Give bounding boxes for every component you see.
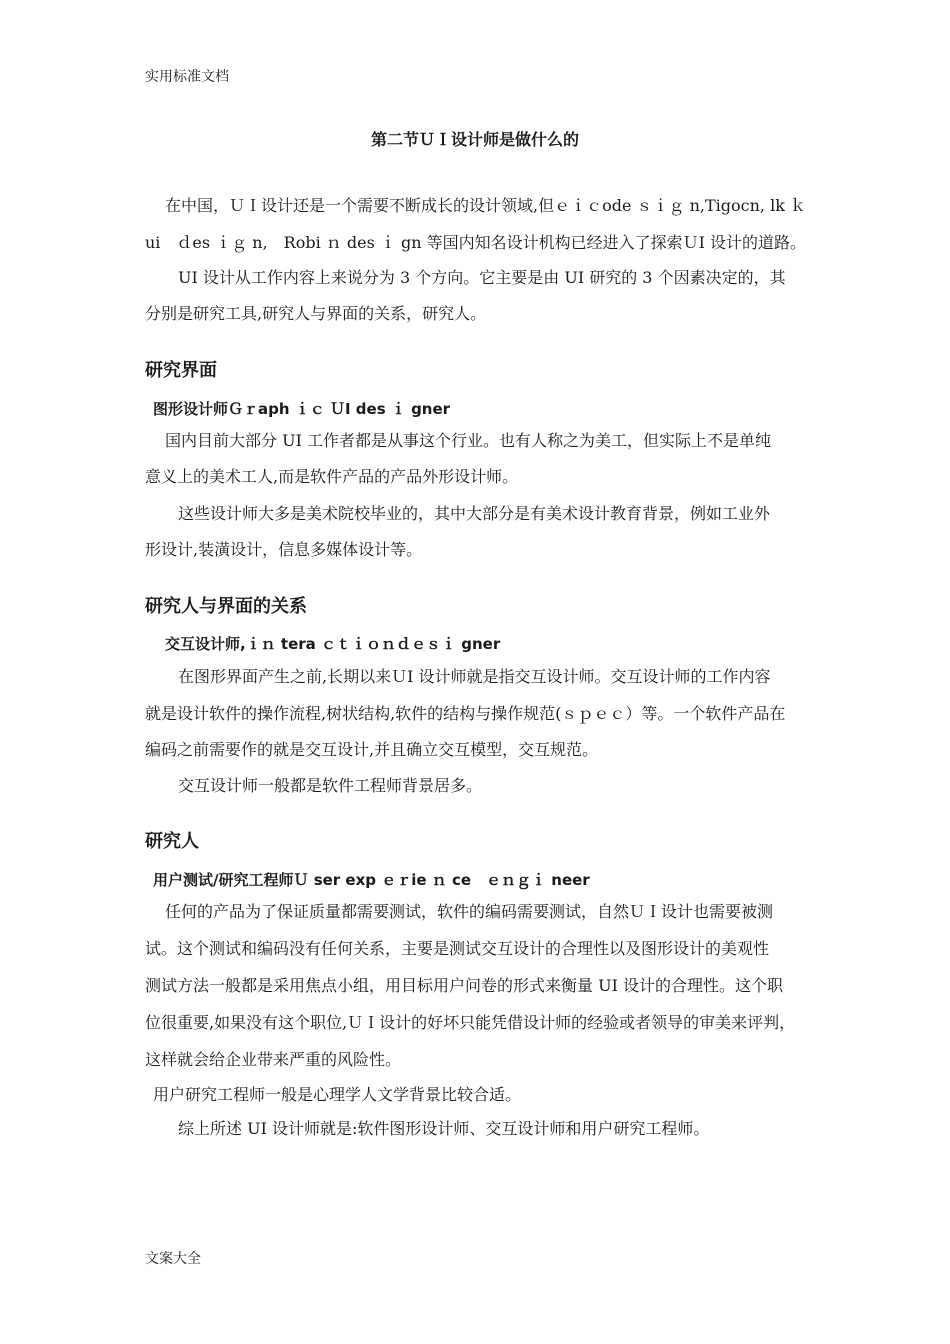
heading-human-interface: 研究人与界面的关系 xyxy=(145,596,307,617)
s1-line-3: 这些设计师大多是美术院校毕业的，其中大部分是有美术设计教育背景，例如工业外 xyxy=(178,504,771,523)
s3-line-5: 这样就会给企业带来严重的风险性。 xyxy=(145,1050,402,1069)
s1-line-1: 国内目前大部分 UI 工作者都是从事这个行业。也有人称之为美工，但实际上不是单纯 xyxy=(165,431,771,450)
s1-line-2: 意义上的美术工人,而是软件产品的产品外形设计师。 xyxy=(145,467,519,486)
page-header: 实用标准文档 xyxy=(145,69,229,85)
s1-line-4: 形设计,装潢设计，信息多媒体设计等。 xyxy=(145,540,423,559)
intro-line-3: UI 设计从工作内容上来说分为 3 个方向。它主要是由 UI 研究的 3 个因素决定的，其 xyxy=(178,268,786,287)
s2-line-4: 交互设计师一般都是软件工程师背景居多。 xyxy=(178,776,483,795)
s2-line-3: 编码之前需要作的就是交互设计,并且确立交互模型，交互规范。 xyxy=(145,740,599,759)
s3-line-4: 位很重要,如果没有这个职位,ＵＩ设计的好坏只能凭借设计师的经验或者领导的审美来评判， xyxy=(145,1013,796,1032)
subheading-ux-engineer: 用户测试/研究工程师Ｕ ser exp ｅｒie ｎ ce ｅｎｇｉ neer xyxy=(153,871,590,889)
s2-line-2: 就是设计软件的操作流程,树状结构,软件的结构与操作规范(ｓｐｅｃ）等。一个软件产品在 xyxy=(145,704,786,723)
subheading-interaction-designer: 交互设计师,ｉｎ tera ｃｔｉｏｎｄｅｓｉ gner xyxy=(165,635,501,653)
intro-line-2: ui ｄes ｉｇ n, Robi ｎ des ｉ gn 等国内知名设计机构已经进入了探索ＵI 设计的道路。 xyxy=(145,233,807,252)
section-title: 第二节ＵＩ设计师是做什么的 xyxy=(370,130,579,149)
s3-line-3: 测试方法一般都是采用焦点小组，用目标用户问卷的形式来衡量 UI 设计的合理性。这个职 xyxy=(145,976,783,995)
subheading-graphic-designer: 图形设计师Ｇｒaph ｉｃ ＵI des ｉ gner xyxy=(153,400,451,418)
s3-summary-line: 综上所述 UI 设计师就是:软件图形设计师、交互设计师和用户研究工程师。 xyxy=(178,1119,710,1138)
intro-line-4: 分别是研究工具,研究人与界面的关系，研究人。 xyxy=(145,304,487,323)
s3-line-1: 任何的产品为了保证质量都需要测试，软件的编码需要测试，自然ＵＩ设计也需要被测 xyxy=(165,902,774,921)
page-footer: 文案大全 xyxy=(145,1251,201,1267)
s3-line-6: 用户研究工程师一般是心理学人文学背景比较合适。 xyxy=(153,1085,522,1104)
heading-research-interface: 研究界面 xyxy=(145,360,217,381)
s2-line-1: 在图形界面产生之前,长期以来ＵI 设计师就是指交互设计师。交互设计师的工作内容 xyxy=(178,667,771,686)
intro-line-1: 在中国，ＵＩ设计还是一个需要不断成长的设计领域,但ｅｉｃode ｓｉｇ n,Tigocn, lk ｋ xyxy=(165,196,806,215)
s3-line-2: 试。这个测试和编码没有任何关系，主要是测试交互设计的合理性以及图形设计的美观性 xyxy=(145,939,770,958)
heading-research-people: 研究人 xyxy=(145,831,199,852)
